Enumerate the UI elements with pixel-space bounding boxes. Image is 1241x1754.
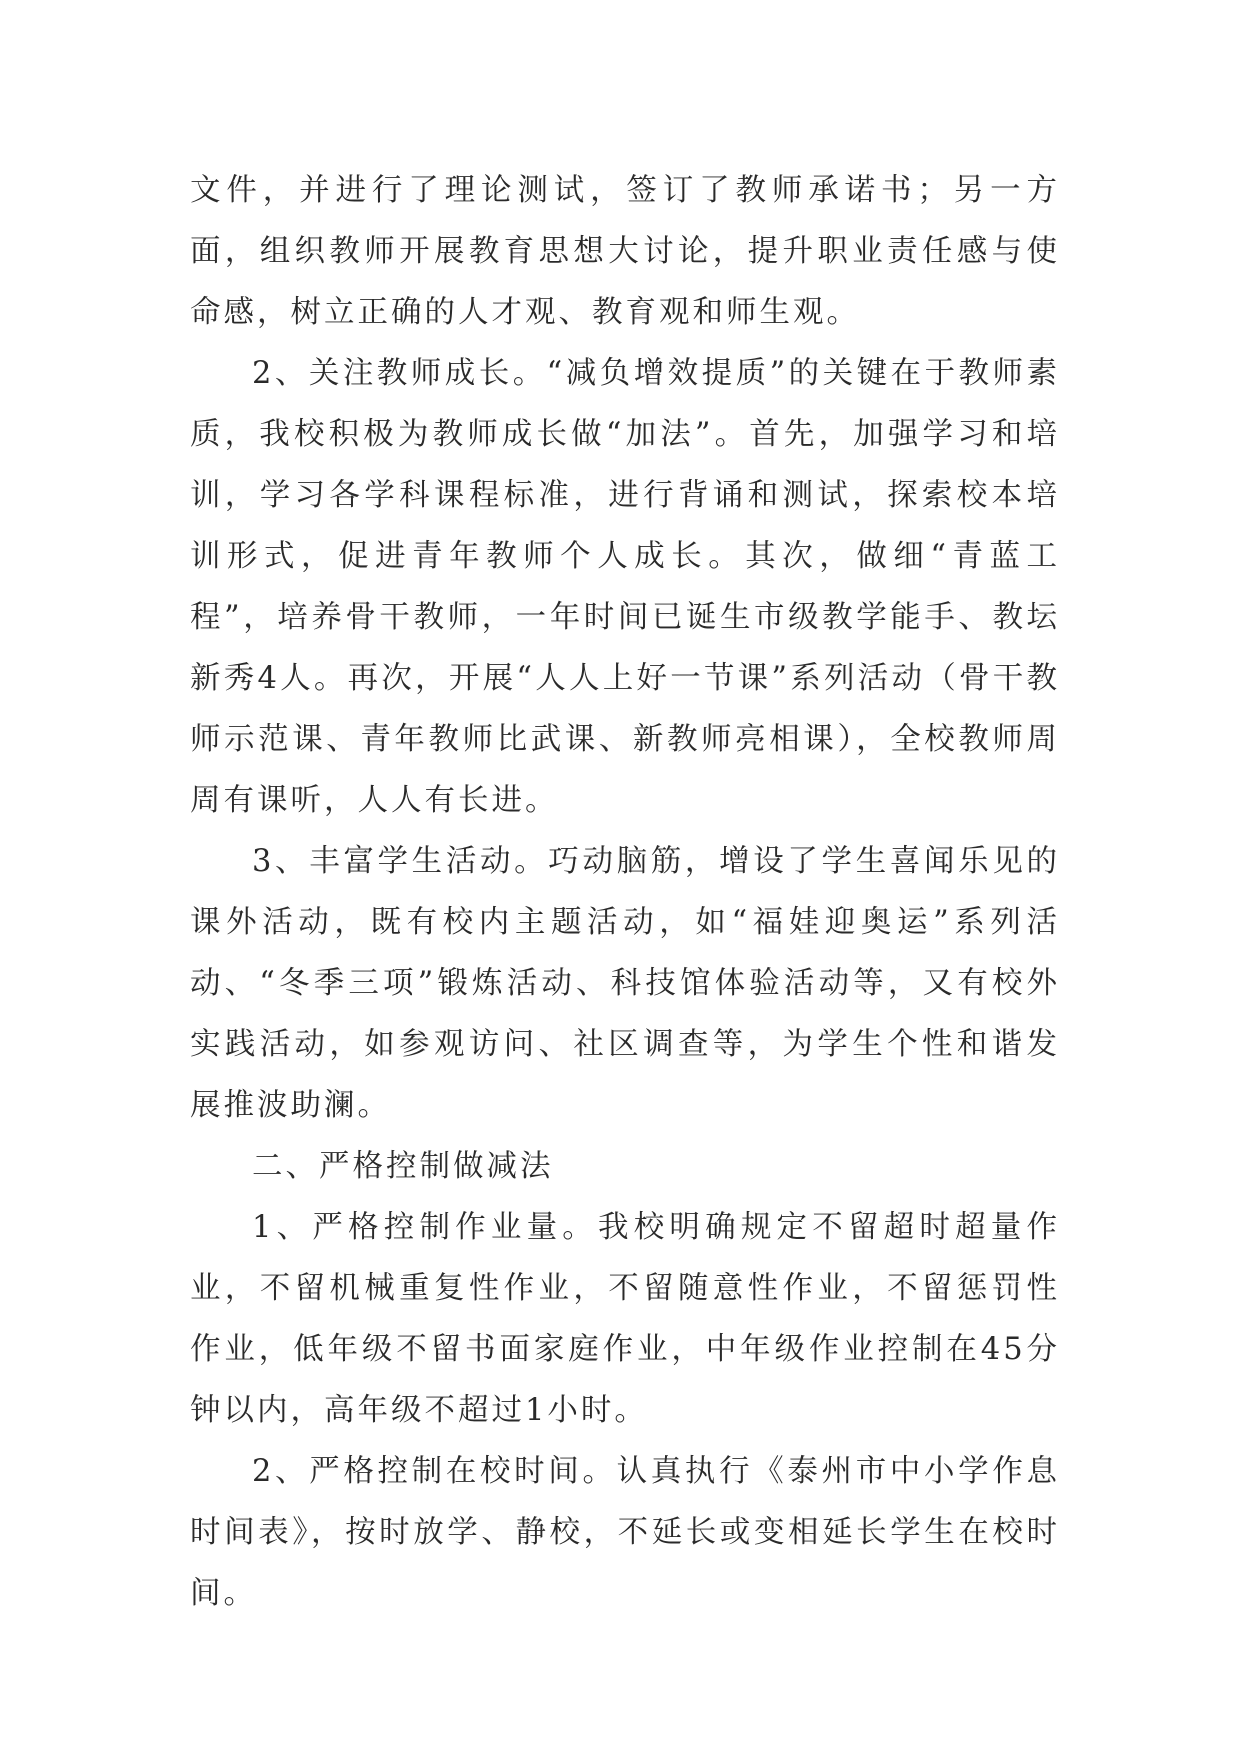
paragraph-teacher-growth: 2、关注教师成长。“减负增效提质”的关键在于教师素质，我校积极为教师成长做“加法”。首先，加强学习和培训，学习各学科课程标准，进行背诵和测试，探索校本培训形式，促进青年教师个人成长。其次，做细“青蓝工程”，培养骨干教师，一年时间已诞生市级教学能手、教坛新秀4人。再次，开展“人人上好一节课”系列活动（骨干教师示范课、青年教师比武课、新教师亮相课），全校教师周周有课听，人人有长进。	[190, 356, 1060, 818]
paragraph-student-activities: 3、丰富学生活动。巧动脑筋，增设了学生喜闻乐见的课外活动，既有校内主题活动，如“福娃迎奥运”系列活动、“冬季三项”锻炼活动、科技馆体验活动等，又有校外实践活动，如参观访问、社区调查等，为学生个性和谐发展推波助澜。	[190, 844, 1060, 1123]
paragraph-homework-control: 1、严格控制作业量。我校明确规定不留超时超量作业，不留机械重复性作业，不留随意性作业，不留惩罚性作业，低年级不留书面家庭作业，中年级作业控制在45分钟以内，高年级不超过1小时。	[190, 1210, 1060, 1428]
paragraph-school-time-control: 2、严格控制在校时间。认真执行《泰州市中小学作息时间表》，按时放学、静校，不延长或变相延长学生在校时间。	[190, 1454, 1060, 1611]
section-heading: 二、严格控制做减法	[252, 1149, 554, 1184]
paragraph-continuation: 文件，并进行了理论测试，签订了教师承诺书；另一方面，组织教师开展教育思想大讨论，提升职业责任感与使命感，树立正确的人才观、教育观和师生观。	[190, 173, 1060, 330]
document-body	[190, 160, 1060, 1624]
